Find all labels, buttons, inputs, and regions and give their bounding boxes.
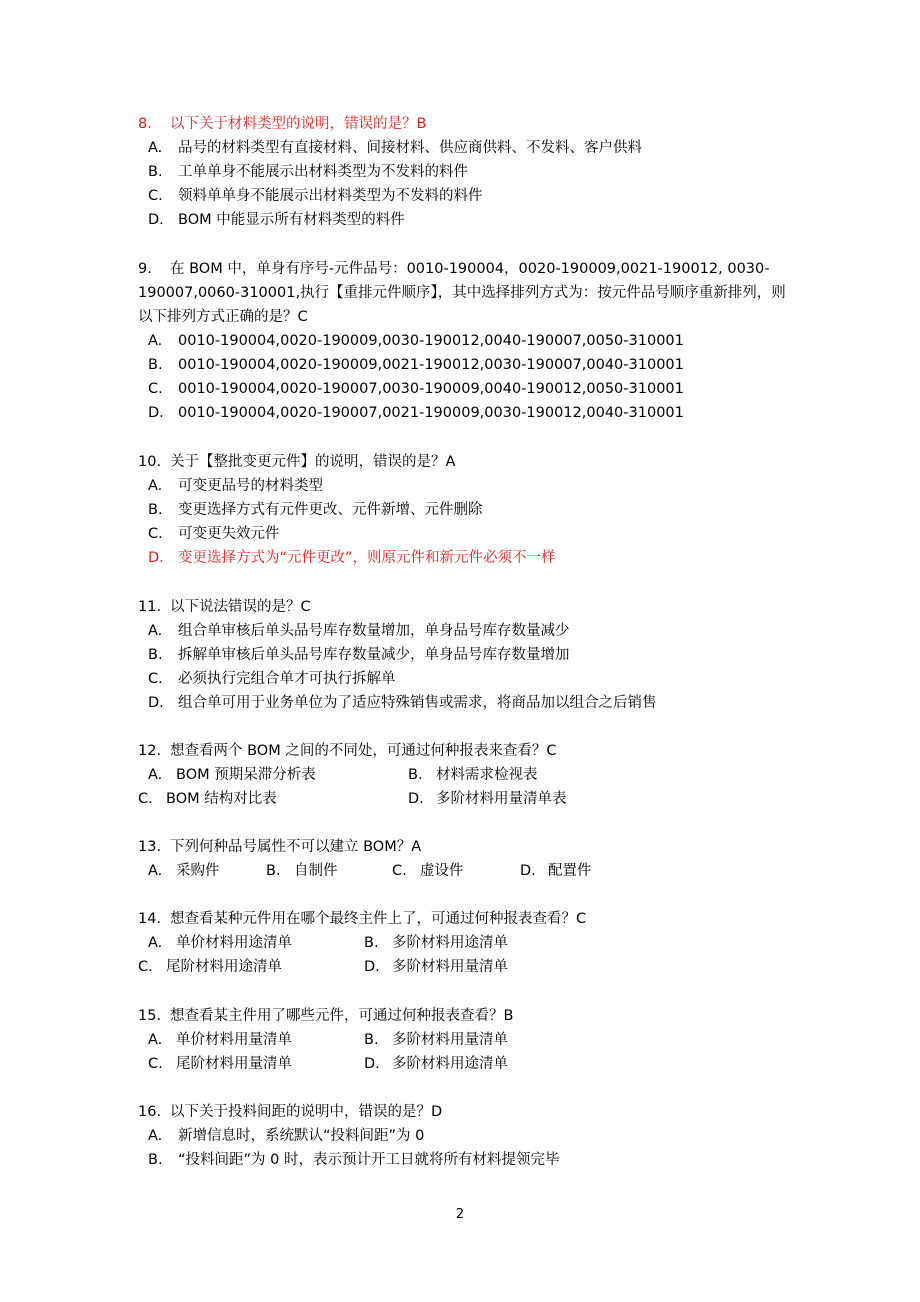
question-stem: [138, 907, 788, 931]
option-c: C. 尾阶材料用途清单: [138, 959, 282, 975]
question-text: 想查看某种元件用在哪个最终主件上了，可通过何种报表查看？C: [170, 911, 587, 927]
option-a: A. 组合单审核后单头品号库存数量增加，单身品号库存数量减少: [148, 623, 570, 639]
option-c: C. 虚设件: [392, 863, 464, 879]
option-b: B. 变更选择方式有元件更改、元件新增、元件删除: [148, 502, 483, 518]
option-c: C. BOM 结构对比表: [138, 791, 277, 807]
question-stem: [138, 835, 788, 859]
option-b: B. 多阶材料用途清单: [364, 935, 508, 951]
option-b: B. 多阶材料用量清单: [364, 1032, 508, 1048]
question-14: [138, 907, 788, 979]
option-b: B. 工单单身不能展示出材料类型为不发料的料件: [148, 164, 468, 180]
option-row: [138, 955, 788, 979]
question-number: 11.: [138, 599, 162, 615]
question-number: 8.: [138, 116, 152, 132]
question-11: [138, 595, 788, 715]
option-row: [138, 1052, 788, 1076]
question-text: 关于【整批变更元件】的说明，错误的是？A: [170, 454, 456, 470]
question-number: 9.: [138, 261, 152, 277]
option-a: A. 新增信息时，系统默认“投料间距”为 0: [148, 1128, 425, 1144]
option-a: A. 采购件: [148, 863, 220, 879]
question-stem: [138, 739, 788, 763]
option-a: A. 0010-190004,0020-190009,0030-190012,0040-190007,0050-310001: [148, 333, 684, 349]
question-number: 16.: [138, 1104, 162, 1120]
question-number: 13.: [138, 839, 162, 855]
option-c: C. 可变更失效元件: [148, 526, 280, 542]
option-b: B. 0010-190004,0020-190009,0021-190012,0030-190007,0040-310001: [148, 357, 684, 373]
option-b: B. “投料间距”为 0 时，表示预计开工日就将所有材料提领完毕: [148, 1152, 560, 1168]
option-c: C. 0010-190004,0020-190007,0030-190009,0040-190012,0050-310001: [148, 381, 684, 397]
option-b: B. 自制件: [266, 863, 338, 879]
option-c: C. 领料单单身不能展示出材料类型为不发料的料件: [148, 188, 483, 204]
question-stem: [138, 450, 788, 474]
question-text: 想查看某主件用了哪些元件，可通过何种报表查看？B: [170, 1008, 514, 1024]
option-d: D. 多阶材料用量清单: [364, 959, 508, 975]
option-c: C. 必须执行完组合单才可执行拆解单: [148, 671, 396, 687]
question-text: 以下关于材料类型的说明，错误的是？B: [170, 116, 427, 132]
option-d: D. 多阶材料用途清单: [364, 1056, 508, 1072]
option-a: A. 可变更品号的材料类型: [148, 478, 323, 494]
question-10: [138, 450, 788, 570]
question-number: 14.: [138, 911, 162, 927]
option-row: [138, 787, 788, 811]
option-row: [138, 931, 788, 955]
option-row: [138, 859, 788, 883]
option-d: D. 变更选择方式为“元件更改”，则原元件和新元件必须不一样: [148, 550, 556, 566]
question-8: [138, 112, 788, 232]
question-text: 在 BOM 中，单身有序号-元件品号：0010-190004，0020-190009,0021-190012, 0030-190007,0060-310001,执行【重排元件顺序】，其中选择排列方式为：按元件品号顺序重新排列，则以下排列方式正确的是？C: [138, 261, 786, 325]
question-stem: [138, 595, 788, 619]
question-text: 下列何种品号属性不可以建立 BOM？A: [170, 839, 422, 855]
option-d: D. 配置件: [520, 863, 592, 879]
option-a: A. 品号的材料类型有直接材料、间接材料、供应商供料、不发料、客户供料: [148, 140, 642, 156]
question-stem: [138, 257, 788, 329]
question-number: 15.: [138, 1008, 162, 1024]
question-15: [138, 1004, 788, 1076]
question-text: 以下说法错误的是？C: [170, 599, 311, 615]
option-d: D. BOM 中能显示所有材料类型的料件: [148, 212, 405, 228]
option-d: D. 0010-190004,0020-190007,0021-190009,0030-190012,0040-310001: [148, 405, 684, 421]
question-stem: [138, 112, 788, 136]
option-b: B. 材料需求检视表: [408, 767, 538, 783]
question-number: 10.: [138, 454, 162, 470]
question-9: [138, 257, 788, 425]
option-row: [138, 1028, 788, 1052]
question-16: [138, 1100, 788, 1172]
question-text: 以下关于投料间距的说明中，错误的是？D: [170, 1104, 443, 1120]
question-12: [138, 739, 788, 811]
option-a: A. BOM 预期呆滞分析表: [148, 767, 316, 783]
option-row: [138, 763, 788, 787]
page-number: 2: [455, 1207, 465, 1222]
option-b: B. 拆解单审核后单头品号库存数量减少，单身品号库存数量增加: [148, 647, 570, 663]
question-stem: [138, 1100, 788, 1124]
option-a: A. 单价材料用量清单: [148, 1032, 292, 1048]
question-13: [138, 835, 788, 883]
question-stem: [138, 1004, 788, 1028]
option-d: D. 多阶材料用量清单表: [408, 791, 567, 807]
question-number: 12.: [138, 743, 162, 759]
option-d: D. 组合单可用于业务单位为了适应特殊销售或需求，将商品加以组合之后销售: [148, 695, 657, 711]
option-c: C. 尾阶材料用量清单: [148, 1056, 292, 1072]
option-a: A. 单价材料用途清单: [148, 935, 292, 951]
question-text: 想查看两个 BOM 之间的不同处，可通过何种报表来查看？C: [170, 743, 557, 759]
